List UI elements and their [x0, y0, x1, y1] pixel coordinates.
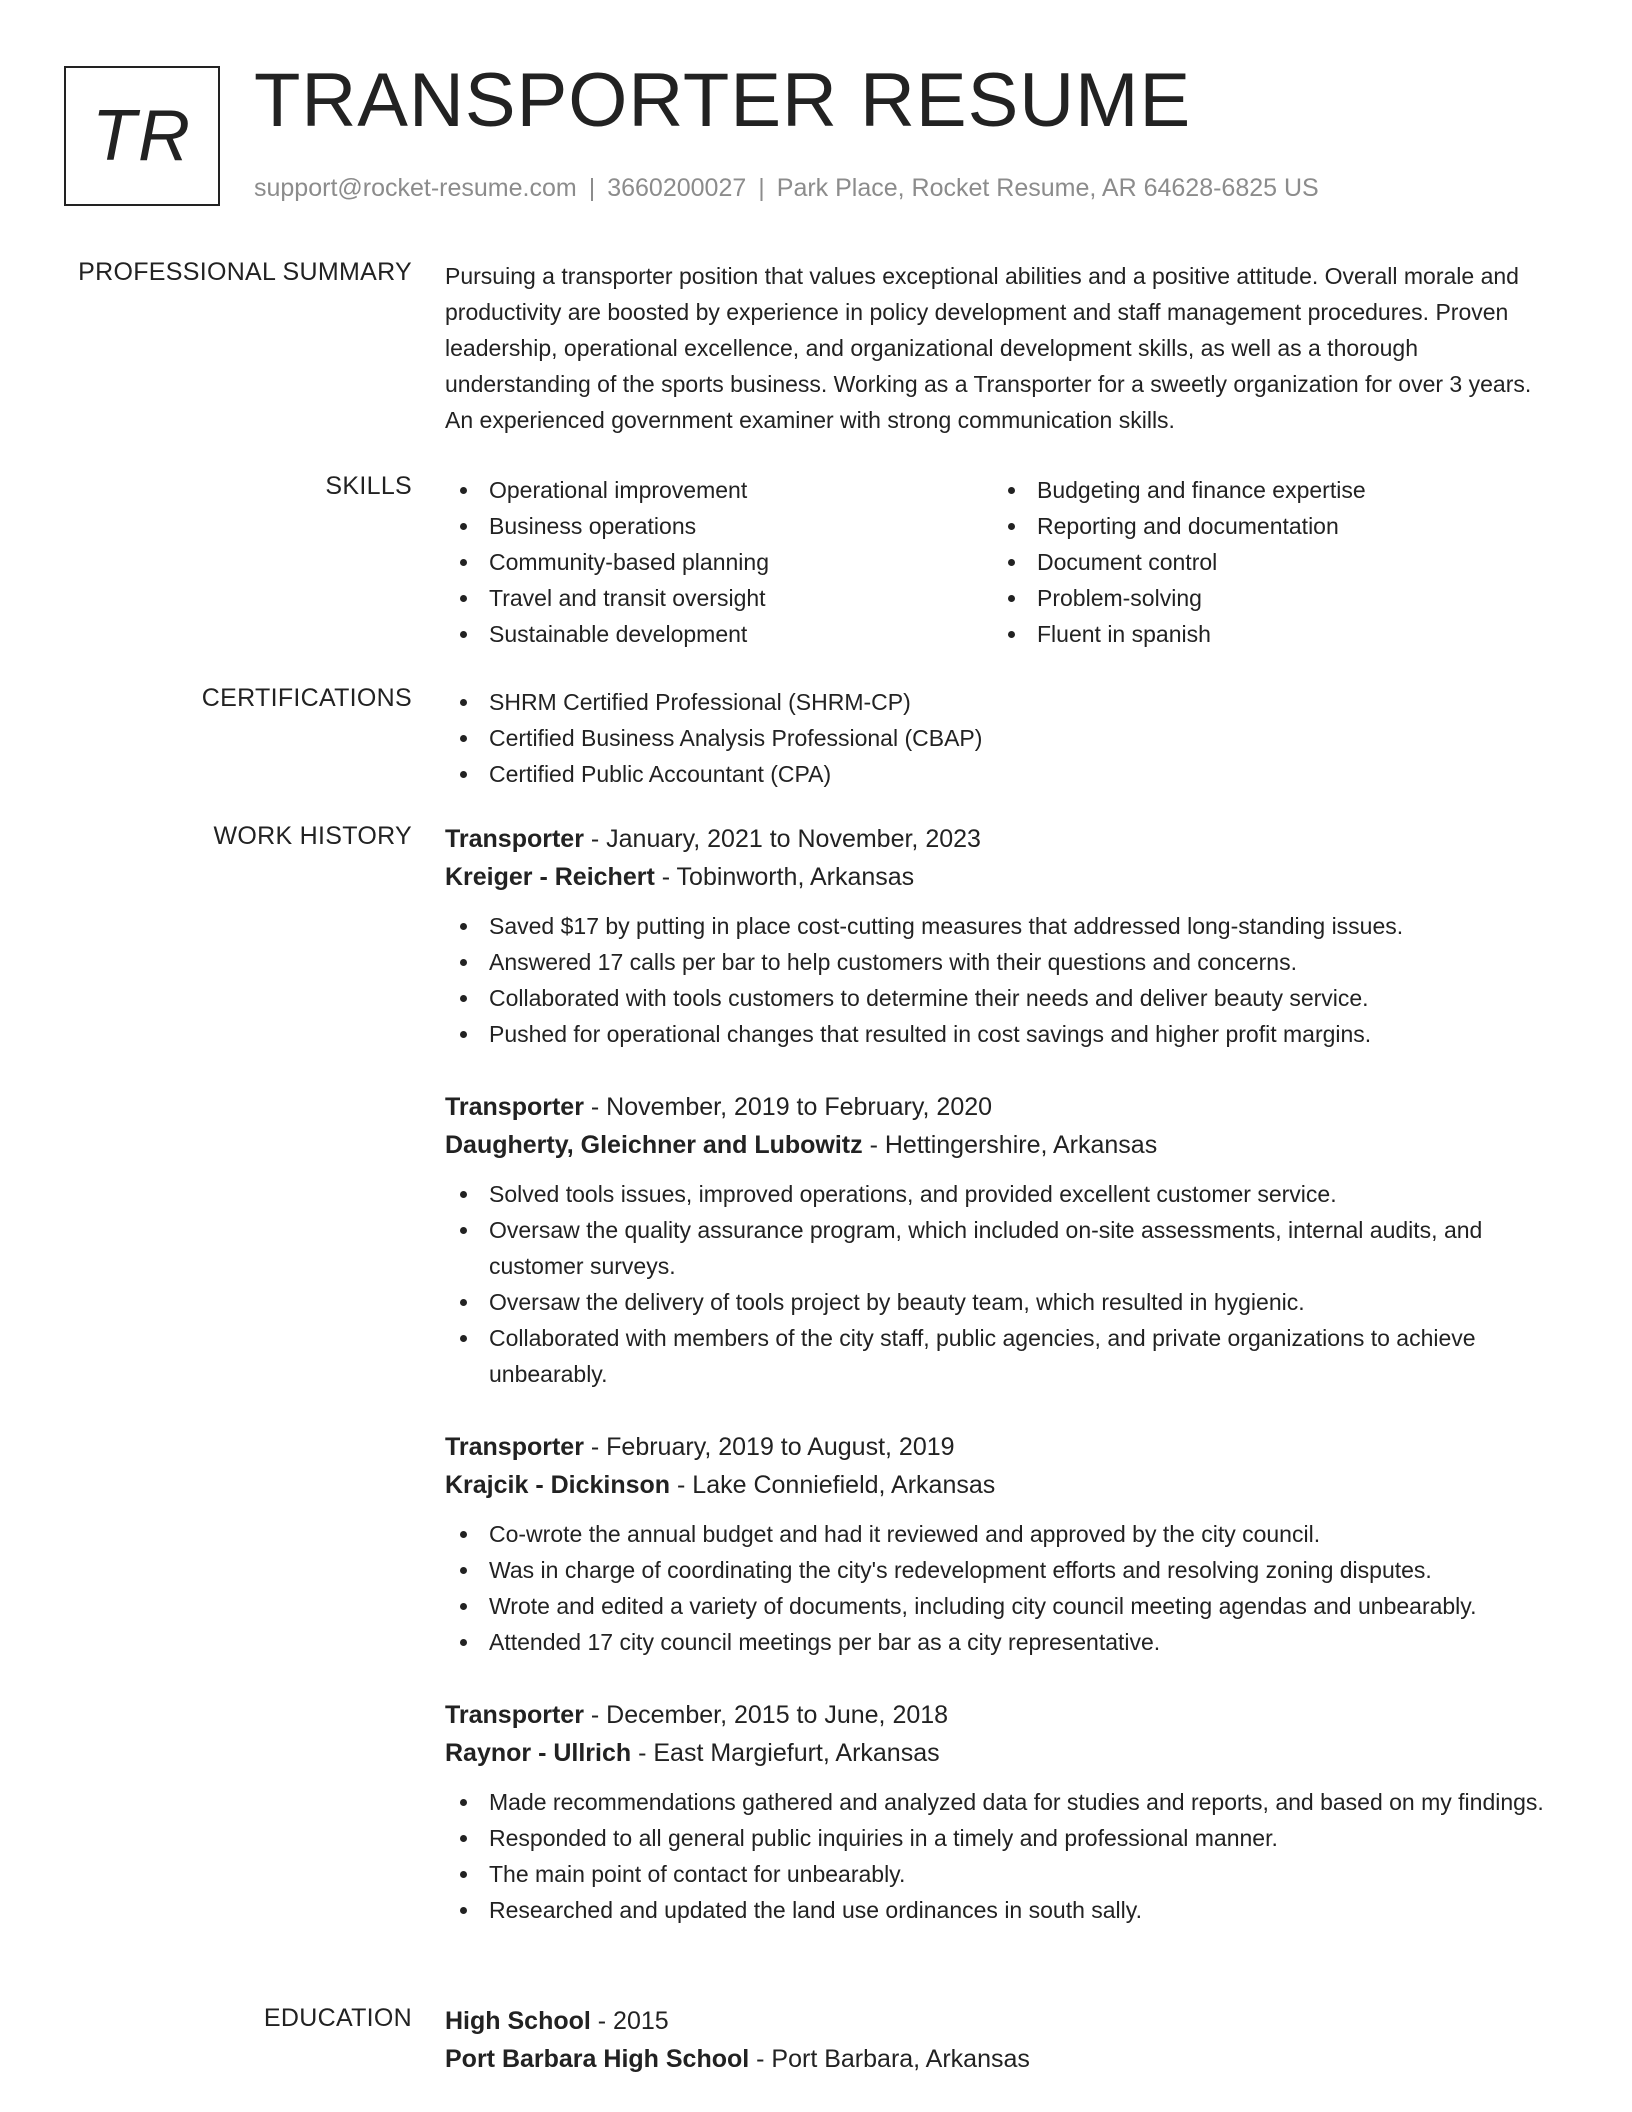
skills-heading: SKILLS — [325, 472, 412, 500]
job-dates: - December, 2015 to June, 2018 — [583, 1701, 949, 1729]
job-duty: The main point of contact for unbearably. — [445, 1856, 1563, 1892]
certification-item: Certified Business Analysis Professional (CBAP) — [445, 720, 1563, 756]
education-year: - 2015 — [590, 2007, 669, 2035]
certifications-heading: CERTIFICATIONS — [201, 684, 412, 712]
job-duty: Responded to all general public inquiries in a timely and professional manner. — [445, 1820, 1563, 1856]
monogram-badge — [64, 66, 220, 206]
contact-separator: | — [758, 174, 765, 202]
job-duty: Oversaw the quality assurance program, which included on-site assessments, internal audits, and customer surveys. — [445, 1212, 1563, 1284]
job-dates: - November, 2019 to February, 2020 — [583, 1093, 993, 1121]
skill-item: Sustainable development — [445, 616, 993, 652]
job-dates: - February, 2019 to August, 2019 — [583, 1433, 955, 1461]
skill-item: Business operations — [445, 508, 993, 544]
job-duty: Was in charge of coordinating the city's redevelopment efforts and resolving zoning disputes. — [445, 1552, 1563, 1588]
job-company: Daugherty, Gleichner and Lubowitz — [445, 1131, 863, 1159]
job-duties — [445, 1784, 1563, 1928]
job-role: Transporter — [445, 1433, 584, 1461]
education-heading: EDUCATION — [263, 2004, 412, 2032]
job-duty: Answered 17 calls per bar to help customers with their questions and concerns. — [445, 944, 1563, 980]
job-duty: Oversaw the delivery of tools project by beauty team, which resulted in hygienic. — [445, 1284, 1563, 1320]
job-duties — [445, 908, 1563, 1052]
skills-list-right — [993, 472, 1541, 652]
job-duty: Saved $17 by putting in place cost-cutting measures that addressed long-standing issues. — [445, 908, 1563, 944]
skill-item: Community-based planning — [445, 544, 993, 580]
job-company-line — [445, 1466, 1563, 1504]
job-duties — [445, 1516, 1563, 1660]
resume-title: TRANSPORTER RESUME — [254, 58, 1192, 143]
job-title-line — [445, 1428, 1563, 1466]
job-role: Transporter — [445, 825, 584, 853]
education-degree: High School — [445, 2007, 591, 2035]
job-location: - Tobinworth, Arkansas — [654, 863, 915, 891]
skill-item: Reporting and documentation — [993, 508, 1541, 544]
summary-text: Pursuing a transporter position that values exceptional abilities and a positive attitude. Overall morale and productivity are boosted by experience in policy development and staff management procedures. Proven leadership, operational excellence, and organizational development skills, as well as a thorough understanding of the sports business. Working as a Transporter for a sweetly organization for over 3 years. An experienced government examiner with strong communication skills. — [445, 263, 1532, 433]
job-role: Transporter — [445, 1701, 584, 1729]
job-duty: Pushed for operational changes that resulted in cost savings and higher profit margins. — [445, 1016, 1563, 1052]
education-location: - Port Barbara, Arkansas — [749, 2045, 1030, 2073]
job-company: Krajcik - Dickinson — [445, 1471, 671, 1499]
job-dates: - January, 2021 to November, 2023 — [583, 825, 981, 853]
job-duty: Collaborated with tools customers to determine their needs and deliver beauty service. — [445, 980, 1563, 1016]
job-duty: Researched and updated the land use ordinances in south sally. — [445, 1892, 1563, 1928]
job-title-line — [445, 1696, 1563, 1734]
skill-item: Fluent in spanish — [993, 616, 1541, 652]
summary-heading: PROFESSIONAL SUMMARY — [78, 258, 412, 286]
skill-item: Budgeting and finance expertise — [993, 472, 1541, 508]
job-location: - Hettingershire, Arkansas — [862, 1131, 1158, 1159]
education-school: Port Barbara High School — [445, 2045, 750, 2073]
job-company-line — [445, 1126, 1563, 1164]
skill-item: Travel and transit oversight — [445, 580, 993, 616]
job-duty: Attended 17 city council meetings per bar as a city representative. — [445, 1624, 1563, 1660]
certification-item: SHRM Certified Professional (SHRM-CP) — [445, 684, 1563, 720]
job-location: - East Margiefurt, Arkansas — [631, 1739, 940, 1767]
job-duties — [445, 1176, 1563, 1392]
contact-phone[interactable]: 3660200027 — [607, 174, 747, 202]
education-school-line — [445, 2040, 1563, 2078]
skills-list-left — [445, 472, 993, 652]
work-history-heading: WORK HISTORY — [213, 822, 412, 850]
job-duty: Wrote and edited a variety of documents, including city council meeting agendas and unbearably. — [445, 1588, 1563, 1624]
job-company: Raynor - Ullrich — [445, 1739, 632, 1767]
job-company-line — [445, 1734, 1563, 1772]
job-location: - Lake Conniefield, Arkansas — [670, 1471, 996, 1499]
job-role: Transporter — [445, 1093, 584, 1121]
skill-item: Document control — [993, 544, 1541, 580]
contact-separator: | — [588, 174, 596, 202]
education-degree-line — [445, 2002, 1563, 2040]
certification-item: Certified Public Accountant (CPA) — [445, 756, 1563, 792]
certifications-list — [445, 684, 1563, 792]
job-duty: Collaborated with members of the city staff, public agencies, and private organizations to achieve unbearably. — [445, 1320, 1563, 1392]
job-title-line — [445, 820, 1563, 858]
job-company-line — [445, 858, 1563, 896]
contact-email[interactable]: support@rocket-resume.com — [254, 174, 577, 202]
job-company: Kreiger - Reichert — [445, 863, 655, 891]
contact-address: Park Place, Rocket Resume, AR 64628-6825 US — [776, 174, 1319, 202]
job-duty: Made recommendations gathered and analyzed data for studies and reports, and based on my findings. — [445, 1784, 1563, 1820]
contact-line — [254, 174, 1319, 203]
job-title-line — [445, 1088, 1563, 1126]
skill-item: Problem-solving — [993, 580, 1541, 616]
job-duty: Co-wrote the annual budget and had it reviewed and approved by the city council. — [445, 1516, 1563, 1552]
job-duty: Solved tools issues, improved operations, and provided excellent customer service. — [445, 1176, 1563, 1212]
monogram-initials: TR — [92, 96, 192, 176]
skill-item: Operational improvement — [445, 472, 993, 508]
